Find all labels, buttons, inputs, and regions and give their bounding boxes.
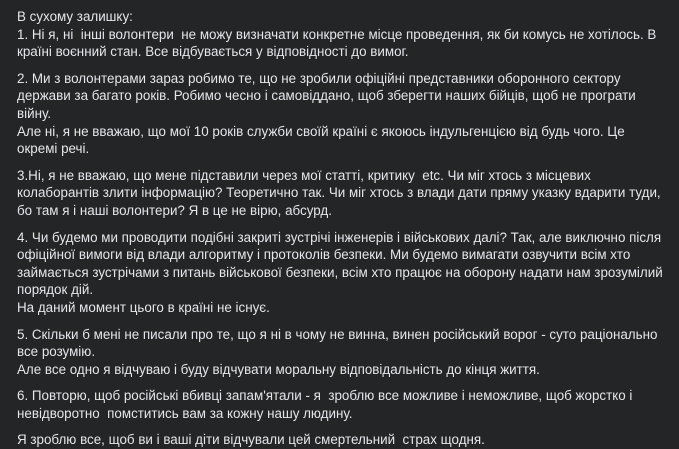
post-paragraph-5: 5. Скільки б мені не писали про те, що я ні в чому не винна, винен російський ворог - суто раціонально все розумію. Але все одно я відчуваю і буду відчувати моральну відповідальність до кінця життя. — [17, 326, 658, 377]
post-paragraph-1: В сухому залишку: 1. Ні я, ні інші волонтери не можу визначати конкретне місце проведення, як би комусь не хотілось. В країні воєнний стан. Все відбувається у відповідності до вимог. — [17, 9, 657, 60]
post-paragraph-2: 2. Ми з волонтерами зараз робимо те, що не зробили офіційні представники оборонного сектору держави за багато років. Робимо чесно і самовіддано, щоб зберегти наших бійців, щоб не програти війну. Але ні, я не вважаю, що мої 10 років служби своїй країні є якоюсь індульгенцією від будь чого. Це окремі речі. — [17, 70, 636, 157]
post-paragraph-3: 3.Ні, я не вважаю, що мене підставили через мої статті, критику etc. Чи міг хтось з місцевих колаборантів злити інформацію? Теоретично так. Чи міг хтось з влади дати пряму указку вдарити туди, бо там я і наші волонтери? Я в це не вірю, абсурд. — [17, 167, 665, 218]
post-paragraph-4: 4. Чи будемо ми проводити подібні закриті зустрічі інженерів і військових далі? Так, але виключно після офіційної вимоги від влади алгоритму і протоколів безпеки. Ми будемо вимагати озвучити всім хто займається зустрічами з питань військової безпеки, всім хто працює на оборону надати нам зрозумілий порядок дій. На даний момент цього в країні не існує. — [17, 229, 663, 315]
post-paragraph-7: Я зроблю все, щоб ви і ваші діти відчували цей смертельний страх щодня. — [17, 432, 485, 448]
post-paragraph-6: 6. Повторю, щоб російські вбивці запам'ятали - я зроблю все можливе і неможливе, щоб жорстко і невідворотно помститись вам за кожну нашу людину. — [17, 388, 637, 421]
